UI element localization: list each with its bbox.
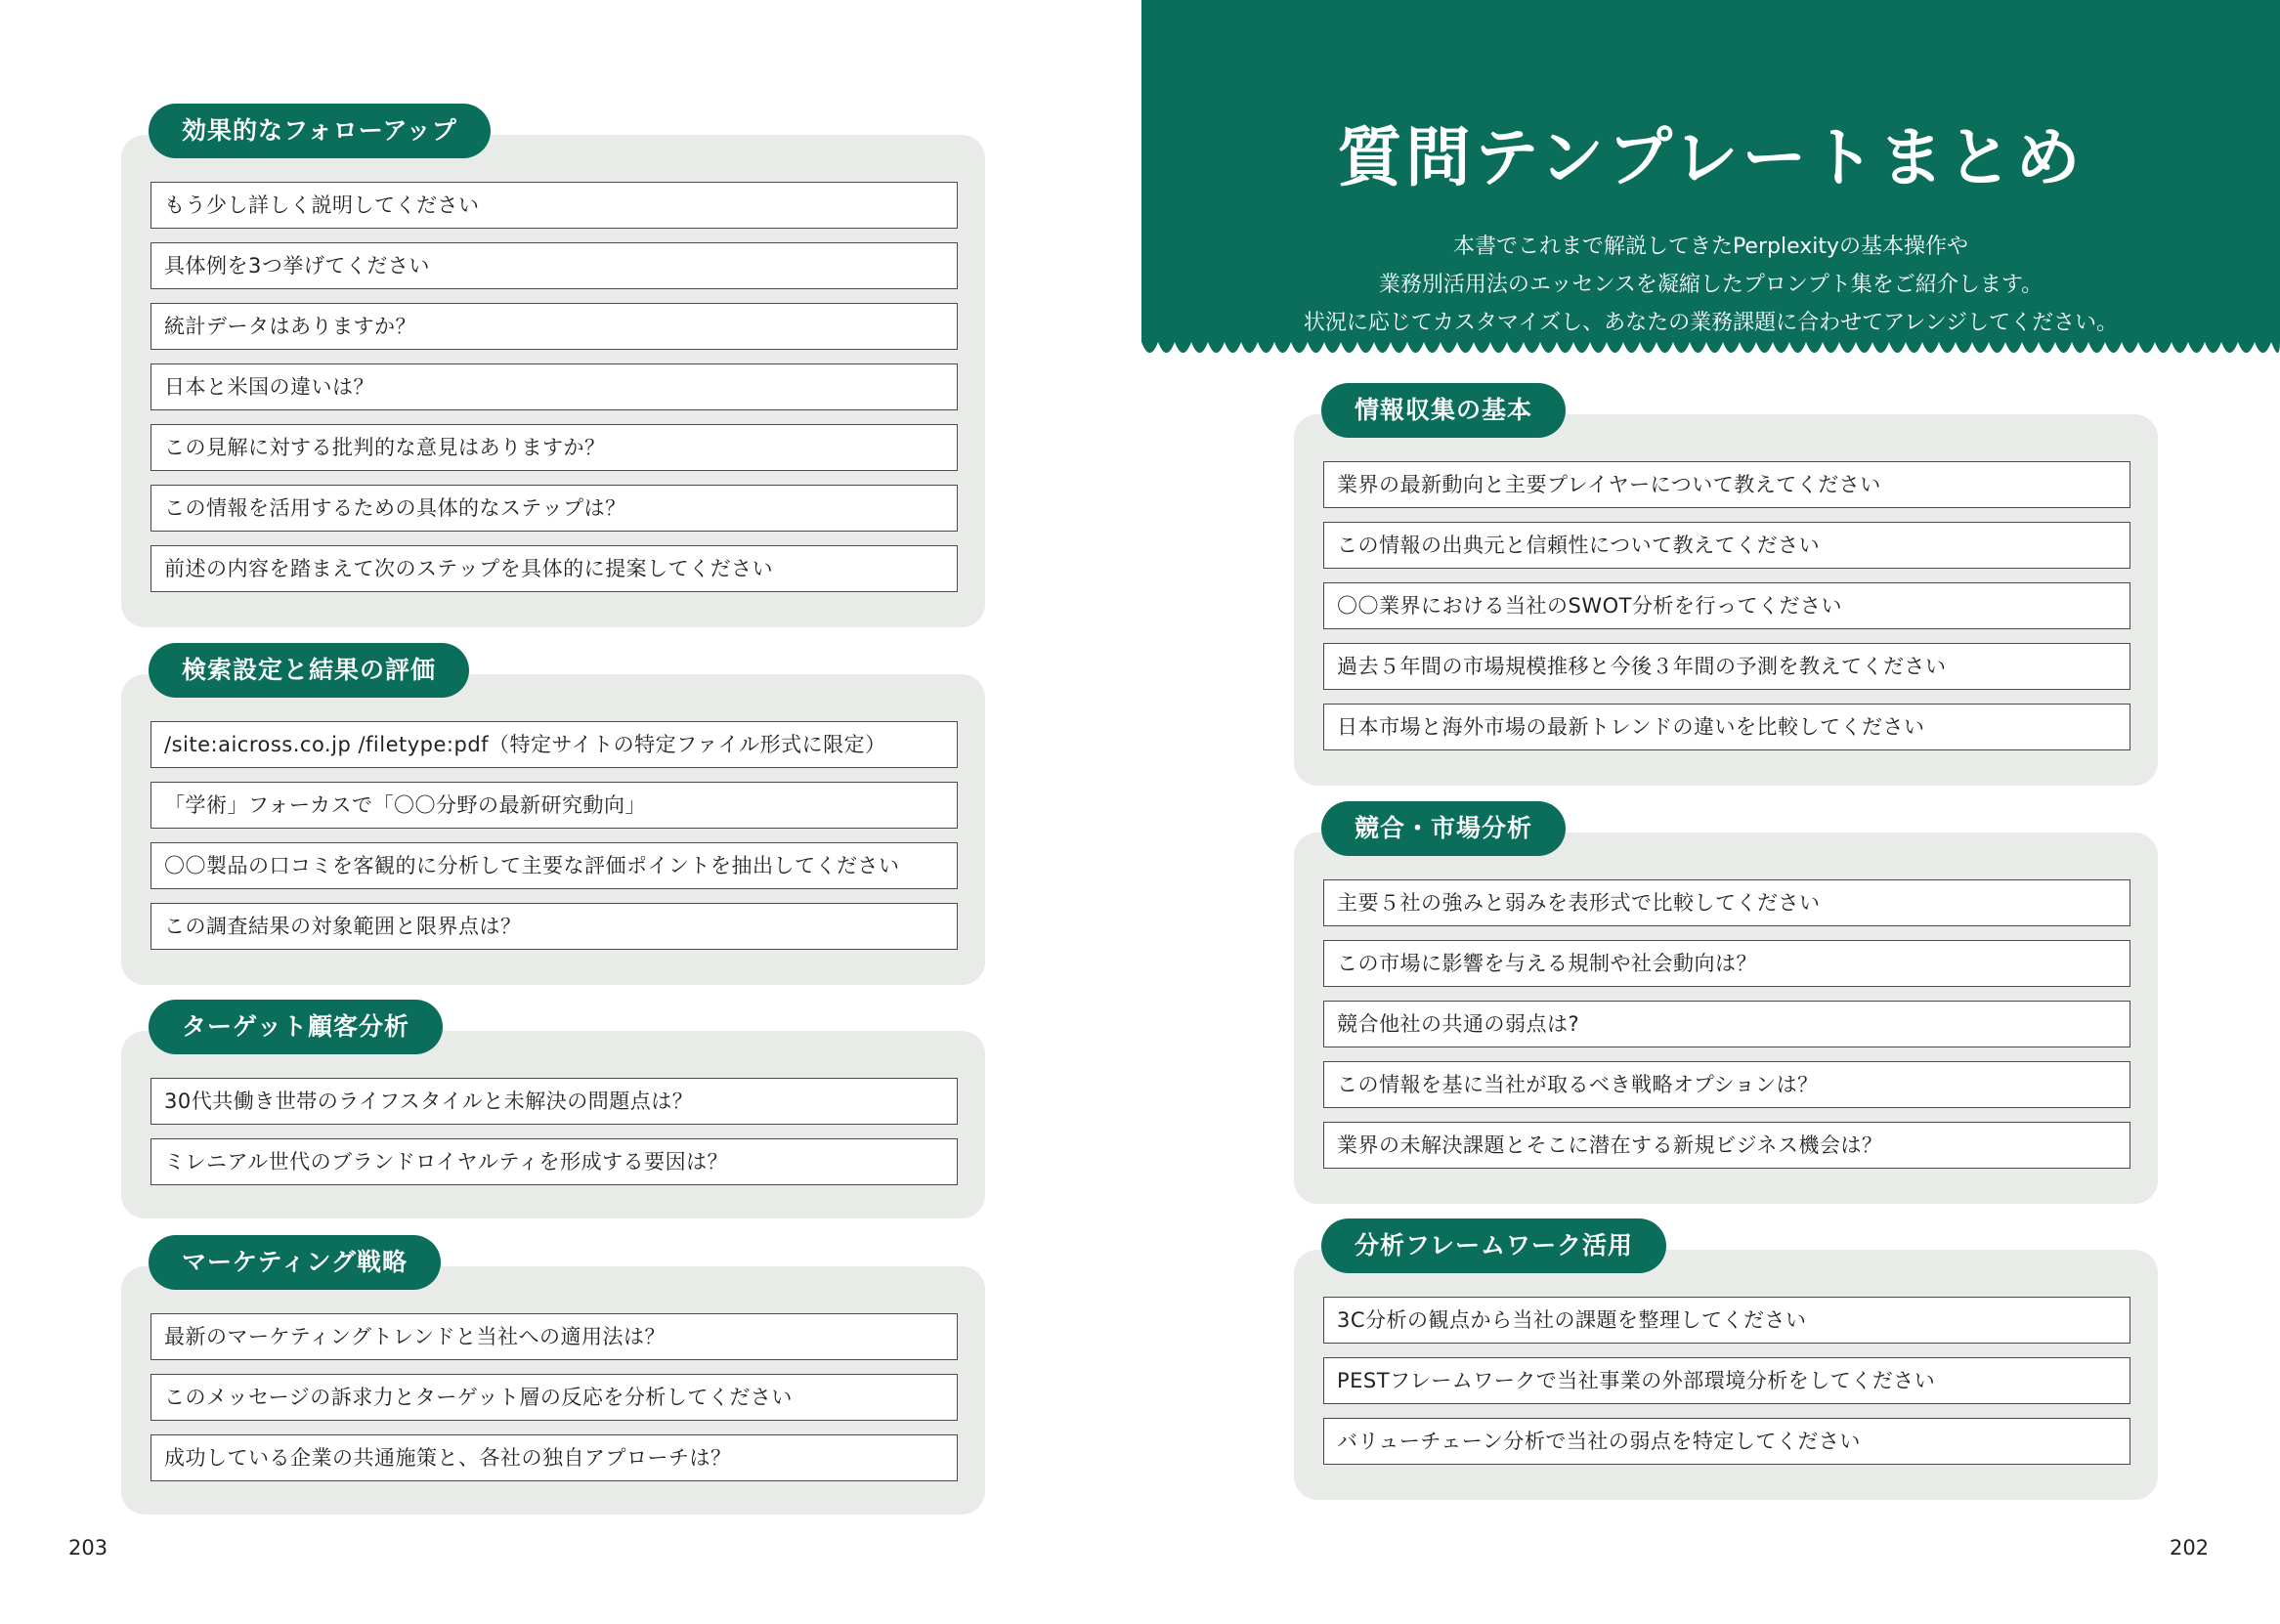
prompt-item: この市場に影響を与える規制や社会動向は？ (1323, 940, 2130, 987)
section-title: 分析フレームワーク活用 (1321, 1218, 1666, 1273)
prompt-item: このメッセージの訴求力とターゲット層の反応を分析してください (151, 1374, 958, 1421)
intro-line: 状況に応じてカスタマイズし、あなたの業務課題に合わせてアレンジしてください。 (1303, 311, 2119, 335)
section-target-customer (121, 1012, 985, 1218)
prompt-list (151, 721, 958, 963)
header-banner (1141, 0, 2280, 342)
prompt-item: 前述の内容を踏まえて次のステップを具体的に提案してください (151, 545, 958, 592)
prompt-list (1323, 879, 2130, 1182)
prompt-item: 主要５社の強みと弱みを表形式で比較してください (1323, 879, 2130, 926)
prompt-item: PESTフレームワークで当社事業の外部環境分析をしてください (1323, 1357, 2130, 1404)
prompt-list (1323, 1297, 2130, 1478)
page-number-left: 203 (68, 1536, 108, 1560)
prompt-item: 統計データはありますか？ (151, 303, 958, 350)
prompt-item: 〇〇製品の口コミを客観的に分析して主要な評価ポイントを抽出してください (151, 842, 958, 889)
section-follow-up (121, 116, 985, 627)
prompt-item: 日本と米国の違いは？ (151, 363, 958, 410)
section-info-gathering (1294, 396, 2158, 786)
prompt-item: 過去５年間の市場規模推移と今後３年間の予測を教えてください (1323, 643, 2130, 690)
prompt-list (151, 182, 958, 606)
prompt-list (1323, 461, 2130, 764)
page-title: 質問テンプレートまとめ (1337, 120, 2085, 195)
prompt-item: この調査結果の対象範囲と限界点は？ (151, 903, 958, 950)
section-search-settings (121, 656, 985, 985)
section-marketing (121, 1248, 985, 1515)
prompt-item: バリューチェーン分析で当社の弱点を特定してください (1323, 1418, 2130, 1465)
prompt-item: 業界の未解決課題とそこに潜在する新規ビジネス機会は？ (1323, 1122, 2130, 1169)
prompt-item: この見解に対する批判的な意見はありますか？ (151, 424, 958, 471)
prompt-item: 〇〇業界における当社のSWOT分析を行ってください (1323, 582, 2130, 629)
section-frameworks (1294, 1231, 2158, 1500)
prompt-item: 3C分析の観点から当社の課題を整理してください (1323, 1297, 2130, 1344)
prompt-list (151, 1078, 958, 1199)
prompt-item: 業界の最新動向と主要プレイヤーについて教えてください (1323, 461, 2130, 508)
banner-wave-edge (1141, 342, 2280, 356)
page-number-right: 202 (2170, 1536, 2210, 1560)
intro-line: 業務別活用法のエッセンスを凝縮したプロンプト集をご紹介します。 (1378, 273, 2043, 297)
prompt-item: この情報を活用するための具体的なステップは？ (151, 485, 958, 532)
prompt-item: ミレニアル世代のブランドロイヤルティを形成する要因は？ (151, 1138, 958, 1185)
section-title: マーケティング戦略 (149, 1235, 441, 1290)
section-title: 検索設定と結果の評価 (149, 643, 469, 698)
section-title: 情報収集の基本 (1321, 383, 1566, 438)
prompt-item: 競合他社の共通の弱点は? (1323, 1001, 2130, 1047)
prompt-item: 具体例を3つ挙げてください (151, 242, 958, 289)
prompt-item: この情報を基に当社が取るべき戦略オプションは？ (1323, 1061, 2130, 1108)
section-competitive-analysis (1294, 814, 2158, 1204)
prompt-item: 「学術」フォーカスで「〇〇分野の最新研究動向」 (151, 782, 958, 829)
intro-line: 本書でこれまで解説してきたPerplexityの基本操作や (1452, 235, 1969, 259)
section-title: ターゲット顧客分析 (149, 1000, 443, 1054)
intro-text (1141, 228, 2280, 342)
prompt-item: /site:aicross.co.jp /filetype:pdf（特定サイトの特定ファイル形式に限定） (151, 721, 958, 768)
prompt-item: 30代共働き世帯のライフスタイルと未解決の問題点は？ (151, 1078, 958, 1125)
prompt-item: 日本市場と海外市場の最新トレンドの違いを比較してください (1323, 704, 2130, 750)
prompt-item: 成功している企業の共通施策と、各社の独自アプローチは？ (151, 1434, 958, 1481)
prompt-item: もう少し詳しく説明してください (151, 182, 958, 229)
section-title: 効果的なフォローアップ (149, 104, 491, 158)
prompt-item: 最新のマーケティングトレンドと当社への適用法は？ (151, 1313, 958, 1360)
section-title: 競合・市場分析 (1321, 801, 1566, 856)
prompt-list (151, 1313, 958, 1495)
prompt-item: この情報の出典元と信頼性について教えてください (1323, 522, 2130, 569)
